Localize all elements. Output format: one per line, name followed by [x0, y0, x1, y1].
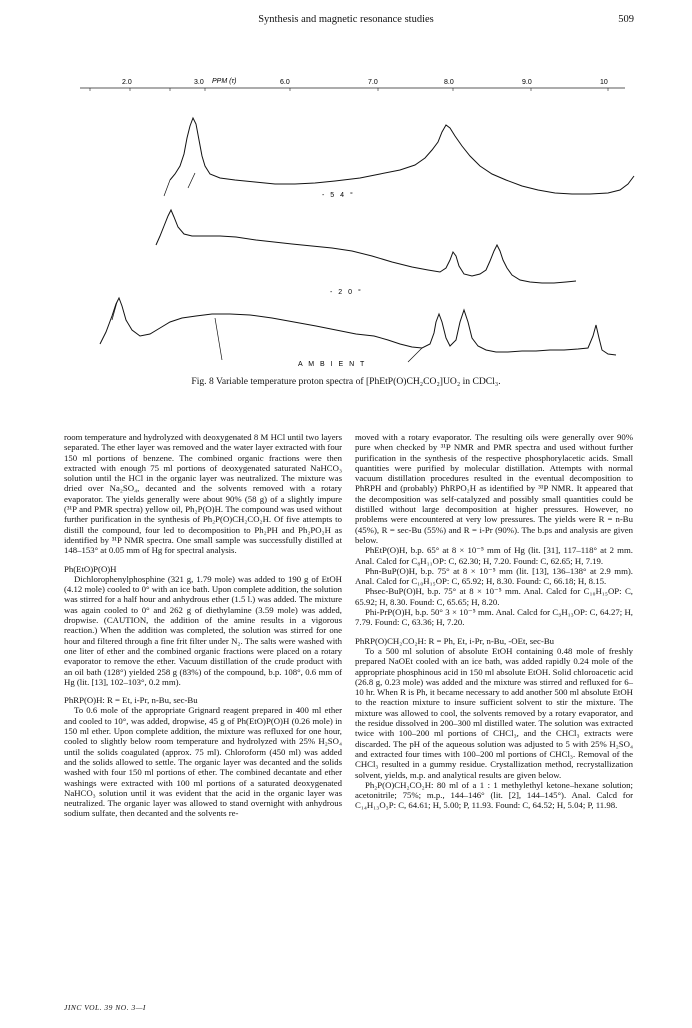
trace-label-ambient: A M B I E N T: [298, 361, 367, 368]
spectrum-trace-ambient: [100, 298, 616, 355]
paragraph: Dichlorophenylphosphine (321 g, 1.79 mole) was added to 190 g of EtOH (4.12 mole) cooled to 0° with an ice bath. Upon complete addition, the solution was stirred for a half hour and anhydrous ether (1.5 l.) was added. The mixture was again cooled to 0° and 262 g of diethylamine (3.59 mole) was added, dropwise. (CAUTION, the addition of the amine results in a vigorous reaction.) When the addition was completed, the solution was stirred for one hour and filtered through a fine frit filter under N₂. The salts were washed with one liter of ether and the combined organic fractions were placed on a rotary evaporator to remove the ether. Vacuum distillation of the crude product with an oil bath (128°) yielded 258 g (83%) of the compound, b.p. 108°, 0.6 mm of Hg (lit. [13], 102–103°, 0.2 mm).: [64, 573, 342, 687]
tick-label: 6.0: [280, 79, 290, 86]
spectrum-trace-minus-20: [156, 210, 576, 283]
trace-label-minus-54: - 5 4 °: [322, 192, 355, 199]
tick-label: 3.0: [194, 79, 204, 86]
left-column: [64, 432, 342, 819]
spectrum-trace-minus-54: [170, 118, 634, 194]
tick-label: 9.0: [522, 79, 532, 86]
axis-label: PPM (τ): [212, 78, 237, 85]
nmr-spectrum-figure: [60, 70, 640, 370]
paragraph: Phn-BuP(O)H, b.p. 75° at 8 × 10⁻⁵ mm (lit. [13], 136–138° at 2.9 mm). Anal. Calcd for C₁₀H₁₅OP: C, 65.92; H, 8.30. Found: C, 66.18; H, 8.15.: [355, 565, 633, 587]
paragraph: Phi-PrP(O)H, b.p. 50° 3 × 10⁻⁵ mm. Anal. Calcd for C₉H₁₃OP: C, 64.27; H, 7.79. Found: C, 63.36; H, 7.20.: [355, 607, 633, 628]
section-heading: PhRP(O)H: R = Et, i-Pr, n-Bu, sec-Bu: [64, 695, 198, 706]
trace-label-minus-20: - 2 0 °: [330, 289, 363, 296]
page-number: 509: [618, 14, 634, 25]
section-heading: PhRP(O)CH₂CO₂H: R = Ph, Et, i-Pr, n-Bu, -OEt, sec-Bu: [355, 635, 555, 646]
tick-label: 2.0: [122, 79, 132, 86]
paragraph: moved with a rotary evaporator. The resulting oils were generally over 90% pure when checked by ³¹P NMR and PMR spectra and used without further purification in the synthesis of the respective phosphorylacetic acids. Small quantities were purified by molecular distillation. Attempts with normal vacuum distillation procedures resulted in the eventual decomposition to PhRPH and (probably) PhRPO₂H as identified by ³¹P NMR. It appeared that the decomposition was self-catalyzed and possibly small quantities could be distilled without large decomposition at higher pressures. However, no problems were encountered at very low pressures. The yields were R = n-Bu (45%), R = sec-Bu (55%) and R = i-Pr (90%). The b.ps and analysis are given below.: [355, 432, 633, 545]
ppm-axis: [80, 78, 625, 91]
figure-caption: Fig. 8 Variable temperature proton spectra of [PhEtP(O)CH₂CO₂]UO₂ in CDCl₃.: [191, 376, 501, 387]
running-header: [0, 14, 692, 28]
tick-label: 7.0: [368, 79, 378, 86]
paragraph: room temperature and hydrolyzed with deoxygenated 8 M HCl until two layers separated. The ether layer was removed and the water layer extracted with four 150 ml portions of benzene. The combined organic fractions were then extracted with enough 75 ml portions of deoxygenated saturated NaHCO₃ solution until the HCl in the organic layer was neutralized. The mixture was dried over Na₂SO₄, decanted and the solvents removed with a rotary evaporator. The yields generally were about 90% (58 g) of a slightly impure (³¹P and PMR spectra) yellow oil, Ph₂P(O)H. The compound was used without further purification in the synthesis of Ph₂P(O)CH₂CO₂H. Of five attempts to distill the compound, four led to decomposition to Ph₂PH and Ph₂PO₂H as identified by ³¹P NMR spectra. One small sample was successfully distilled at 148–153° at 0.05 mm of Hg for spectral analysis.: [64, 432, 342, 556]
running-title: Synthesis and magnetic resonance studies: [258, 14, 434, 25]
paragraph: PhEtP(O)H, b.p. 65° at 8 × 10⁻⁵ mm of Hg (lit. [31], 117–118° at 2 mm. Anal. Calcd for C₈H₁₁OP: C, 62.30; H, 7.20. Found: C, 62.65; H, 7.19.: [355, 545, 633, 566]
paragraph: Phsec-BuP(O)H, b.p. 75° at 8 × 10⁻⁵ mm. Anal. Calcd for C₁₀H₁₅OP: C, 65.92; H, 8.30. Found: C, 65.65; H, 8.20.: [355, 586, 633, 607]
paragraph: Ph₂P(O)CH₂CO₂H: 80 ml of a 1 : 1 methylethyl ketone–hexane solution; acetonitrile; 75%; m.p., 144–146° (lit. [2], 144–145°). Anal. Calcd for C₁₄H₁₃O₃P: C, 64.61; H, 5.00; P, 11.93. Found: C, 64.52; H, 5.04; P, 11.98.: [355, 779, 633, 811]
paragraph: To a 500 ml solution of absolute EtOH containing 0.48 mole of freshly prepared NaOEt cooled with an ice bath, was added rapidly 0.24 mole of the appropriate phosphinous acid in 150 ml absolute EtOH. Solid chloroacetic acid (26.8 g, 0.23 mole) was added and the mixture was stirred and refluxed for 6–10 hr. When R is Ph, it became necessary to add another 500 ml absolute EtOH to the reaction mixture to insure sufficient solvent to stir the mixture. The mixture was allowed to cool, the solvents removed by a rotary evaporator, and the residue dissolved in 200–300 ml distilled water. The solution was extracted twice with 100–200 ml portions of CHCl₃, and the CHCl₃ extracts were discarded. The pH of the aqueous solution was adjusted to 5 with 25% H₂SO₄ and extracted four times with 100–200 ml portions of CHCl₃. Removal of the CHCl₃ resulted in a gummy residue. Crystallization method, recrystallization solvent, yields, m.p. and analytical results are given below.: [355, 645, 633, 780]
tick-label: 10: [600, 79, 608, 86]
section-heading: Ph(EtO)P(O)H: [64, 563, 117, 574]
tick-label: 8.0: [444, 79, 454, 86]
page-footer: JINC VOL. 39 NO. 3—I: [64, 1003, 146, 1012]
paragraph: To 0.6 mole of the appropriate Grignard reagent prepared in 400 ml ether and cooled to 10°, was added, dropwise, 45 g of Ph(EtO)P(O)H (0.26 mole) in 150 ml ether. Upon complete addition, the mixture was refluxed for one hour, cooled to slightly below room temperature and hydrolyzed with 25% H₂SO₄ until the solids coagulated (approx. 75 ml). Chloroform (450 ml) was added and the solids allowed to settle. The organic layer was decanted and the solids washed with four 150 ml portions of ether. The combined decantate and ether washings were extracted with 100 ml portions of a saturated deoxygenated NaHCO₃ solution until it was evident that the acid in the organic layer was neutralized. The organic layer was allowed to stand overnight with anhydrous sodium sulfate, then decanted and the solvents re-: [64, 705, 342, 819]
right-column: [355, 432, 633, 811]
